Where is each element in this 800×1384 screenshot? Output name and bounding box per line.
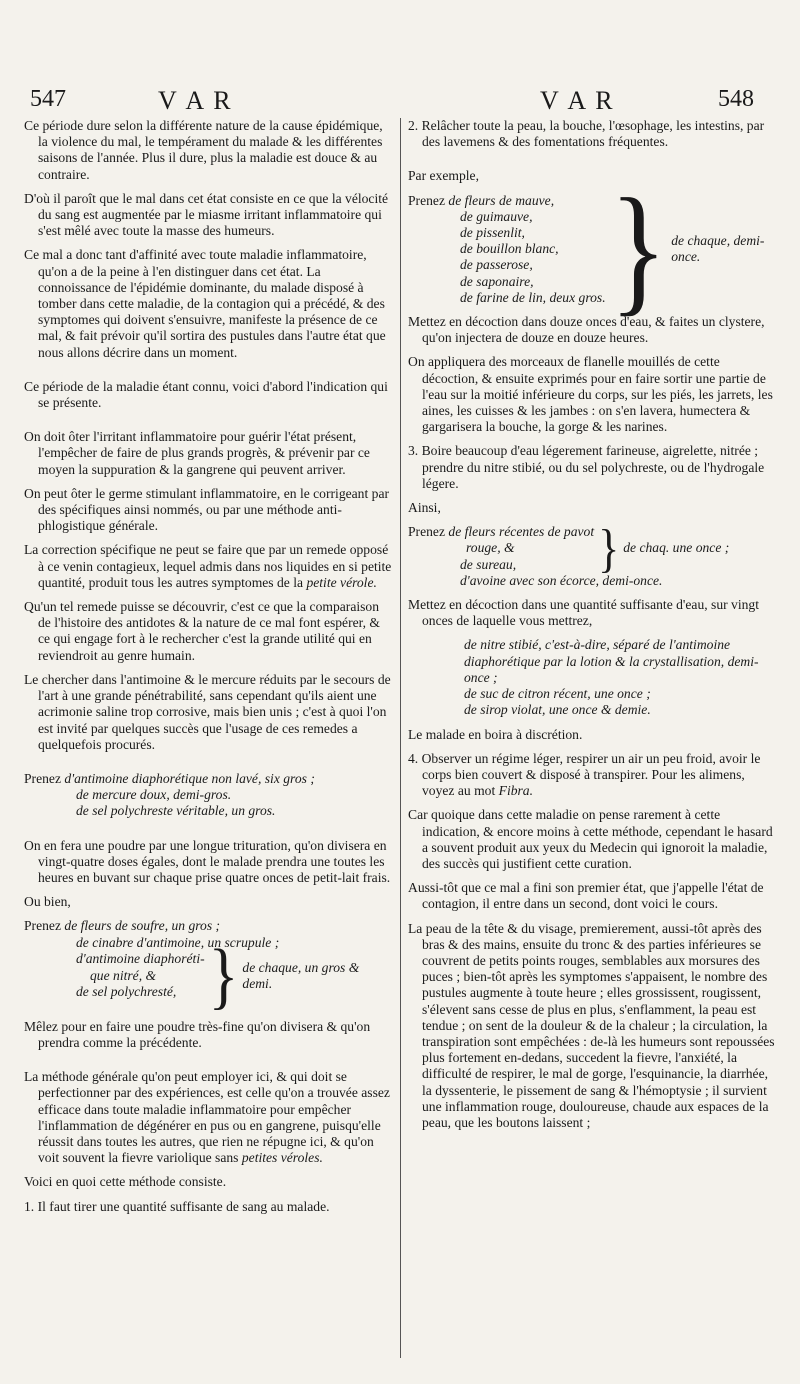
paragraph: On appliquera des morceaux de flanelle mouillés de cette décoction, & ensuite exprimés pour en faire sortir une partie de l'eau sur la moitié inférieure du corps, sur les piés, les jarrets, les aines, les cuisses & les jambes : on s'en lavera, humectera & gargarisera la bouche, la gorge & les narines. (408, 354, 773, 435)
paragraph: Qu'un tel remede puisse se découvrir, c'est ce que la comparaison de l'histoire des antidotes & la nature de ce mal font espérer, & ce qui engage fort à le rechercher c'est la grande utilité qui en reviendroit au genre humain. (24, 599, 381, 663)
column-divider (400, 118, 401, 1358)
paragraph: Car quoique dans cette maladie on pense rarement à cette indication, & encore moins à cette méthode, cependant le hasard a souvent produit aux yeux du Medecin qui ignoroit la maladie, des succès qui justifient cette curation. (408, 807, 773, 871)
paragraph: Voici en quoi cette méthode consiste. (24, 1174, 227, 1190)
paragraph (408, 751, 776, 800)
prescription-line: de farine de lin, deux gros. (460, 289, 606, 305)
brace-mark: } (609, 168, 668, 329)
prescription-line: de saponaire, (460, 273, 534, 289)
paragraph: Ce période dure selon la différente nature de la cause épidémique, la violence du mal, le tempérament du malade & les différentes saisons de l'année. Plus il dure, plus la maladie est douce & au contraire. (24, 118, 383, 182)
paragraph: Le chercher dans l'antimoine & le mercure réduits par le secours de l'art à une grande pénétrabilité, sans cependant qu'ils aient une acrimonie saline trop corrosive, mais bien unis ; c'est à quoi l'on est invité par quelques succès que l'usage de ces remedes a quelquefois procurés. (24, 671, 391, 752)
prescription-line: rouge, & (466, 540, 515, 556)
right-running-title: V A R (540, 86, 615, 115)
prescription-line: que nitré, & (90, 967, 157, 983)
brace-mark: } (598, 518, 620, 578)
paragraph: Ce mal a donc tant d'affinité avec toute maladie inflammatoire, qu'on a de la peine à l'en distinguer dans cet état. La connoissance de l'épidémie dominante, du malade disposé à tomber dans cette maladie, de la contagion qui a précédé, & des symptomes qui doivent s'ensuivre, manifeste la présence de ce mal, & fait prévoir qu'il sortira des pustules dans l'autre état que nous allons décrire dans un moment. (24, 247, 386, 360)
paragraph: 2. Relâcher toute la peau, la bouche, l'œsophage, les intestins, par des lavemens & des fomentations fréquentes. (408, 118, 765, 150)
prescription-prefix: Prenez (408, 192, 449, 208)
prescription-note: de chaq. une once ; (623, 540, 730, 556)
paragraph: La peau de la tête & du visage, premierement, aussi-tôt après des bras & des mains, ensuite du tronc & des parties inférieures se couvrent de petits points rouges, semblables aux morsures des puces ; bien-tôt après les symptomes s'appaisent, le nombre des pustules augmente à toute heure ; elles grossissent, rougissent, s'élevent sans cesse de plus en plus, s'enflamment, la peau est tendue ; on sent de la douleur & de la chaleur ; la circulation, la transpiration sont empêchées : de-là les humeurs sont repoussées plus fortement en-dedans, succedent la fievre, l'anxiété, la difficulté de respirer, le mal de gorge, l'esquinancie, la diarrhée, la dyssenterie, le pissement de sang & l'hémoptysie ; il survient une inflammation rouge, douloureuse, chaude aux espaces de la peau, que les boutons laissent ; (408, 920, 775, 1130)
paragraph: Aussi-tôt que ce mal a fini son premier état, que j'appelle l'état de contagion, il entre dans un second, dont voici le cours. (408, 880, 764, 912)
prescription-line: de guimauve, (460, 208, 533, 224)
prescription-line: de sureau, (460, 556, 517, 572)
paragraph (24, 542, 392, 591)
paragraph: Le malade en boira à discrétion. (408, 726, 583, 742)
paragraph: Mettez en décoction dans une quantité suffisante d'eau, sur vingt onces de laquelle vous mettrez, (408, 597, 760, 629)
prescription-prefix: Prenez (24, 918, 65, 934)
right-page-number: 548 (718, 86, 754, 112)
right-column (408, 118, 776, 1139)
prescription-line: de fleurs de soufre, un gros ; (64, 918, 221, 934)
prescription-line: de sel polychreste véritable, un gros. (76, 803, 276, 819)
italic-term: Fibra. (498, 783, 534, 799)
paragraph-text: La correction spécifique ne peut se faire que par un remede opposé à ce venin contagieux, lequel admis dans nos liquides en si petite quantité, produit tous les autres symptomes de la (24, 542, 392, 590)
prescription-note: de chaque, un gros & demi. (242, 959, 360, 991)
paragraph: Mettez en décoction dans douze onces d'eau, & faites un clystere, qu'on injectera de douze en douze heures. (408, 314, 765, 346)
prescription-5 (408, 637, 776, 718)
prescription-line: de nitre stibié, c'est-à-dire, séparé de l'antimoine diaphorétique par la lotion & la crystallisation, demi-once ; (464, 637, 759, 685)
italic-term: petite vérole. (306, 574, 377, 590)
paragraph: Ainsi, (408, 500, 441, 516)
paragraph: Par exemple, (408, 168, 479, 184)
paragraph: Mêlez pour en faire une poudre très-fine qu'on divisera & qu'on prendra comme la précédente. (24, 1018, 371, 1050)
paragraph-text: La méthode générale qu'on peut employer ici, & qui doit se perfectionner par des expériences, est celle qu'on a trouvée assez efficace dans toute maladie inflammatoire pour empêcher l'inflammation de dégénérer en pus ou en gangrene, puisqu'elle réussit dans toutes les autres, que rien ne répugne ici, & qu'on voit souvent la fievre variolique sans (24, 1069, 390, 1166)
paragraph (24, 1069, 392, 1166)
left-page-number: 547 (30, 86, 66, 112)
prescription-line: de bouillon blanc, (460, 241, 559, 257)
brace-mark: } (208, 934, 239, 1017)
prescription-prefix: Prenez (408, 524, 449, 540)
prescription-2 (24, 918, 392, 1017)
prescription-line: d'avoine avec son écorce, demi-once. (460, 572, 663, 588)
paragraph: On en fera une poudre par une longue trituration, qu'on divisera en vingt-quatre doses égales, dont le malade prendra une toutes les heures en buvant sur chaque prise quatre onces de petit-lait frais. (24, 837, 391, 885)
paragraph: 3. Boire beaucoup d'eau légerement farineuse, aigrelette, nitrée ; prendre du nitre stibié, ou du sel polychreste, ou de l'hydrogale légere. (408, 443, 765, 491)
prescription-prefix: Prenez (24, 770, 65, 786)
paragraph-text: 4. Observer un régime léger, respirer un air un peu froid, avoir le corps bien couvert & disposé à transpirer. Pour les alimens, voyez au mot (408, 750, 761, 799)
paragraph: 1. Il faut tirer une quantité suffisante de sang au malade. (24, 1198, 330, 1214)
prescription-4 (408, 518, 776, 589)
prescription-line: de sirop violat, une once & demie. (464, 702, 651, 718)
prescription-line: de mercure doux, demi-gros. (76, 787, 232, 803)
prescription-line: de sel polychresté, (76, 983, 177, 999)
prescription-line: de suc de citron récent, une once ; (464, 686, 651, 702)
prescription-line: de fleurs de mauve, (448, 192, 555, 208)
left-column (24, 118, 392, 1223)
paragraph: On peut ôter le germe stimulant inflammatoire, en le corrigeant par des spécifiques ainsi nommés, ou par une méthode anti-phlogistique générale. (24, 485, 390, 534)
prescription-1 (24, 771, 392, 820)
paragraph: D'où il paroît que le mal dans cet état consiste en ce que la vélocité du sang est augmentée par le miasme irritant inflammatoire qui s'est mêlé avec toute la masse des humeurs. (24, 190, 389, 239)
prescription-line: d'antimoine diaphorétique non lavé, six gros ; (64, 770, 315, 786)
italic-term: petites véroles. (241, 1150, 323, 1166)
left-running-title: V A R (158, 86, 233, 115)
paragraph: Ce période de la maladie étant connu, voici d'abord l'indication qui se présente. (24, 378, 388, 411)
paragraph: On doit ôter l'irritant inflammatoire pour guérir l'état présent, l'empêcher de faire de plus grands progrès, & prévenir par ce moyen la suppuration & la gangrene qui peuvent arriver. (24, 429, 370, 477)
prescription-line: de passerose, (460, 257, 533, 273)
paragraph: Ou bien, (24, 894, 71, 910)
prescription-line: d'antimoine diaphoréti- (76, 951, 205, 967)
prescription-line: de cinabre d'antimoine, un scrupule ; (76, 934, 280, 950)
prescription-line: de fleurs récentes de pavot (448, 524, 595, 540)
prescription-line: de pissenlit, (460, 225, 525, 241)
prescription-note: de chaque, demi-once. (671, 233, 765, 265)
